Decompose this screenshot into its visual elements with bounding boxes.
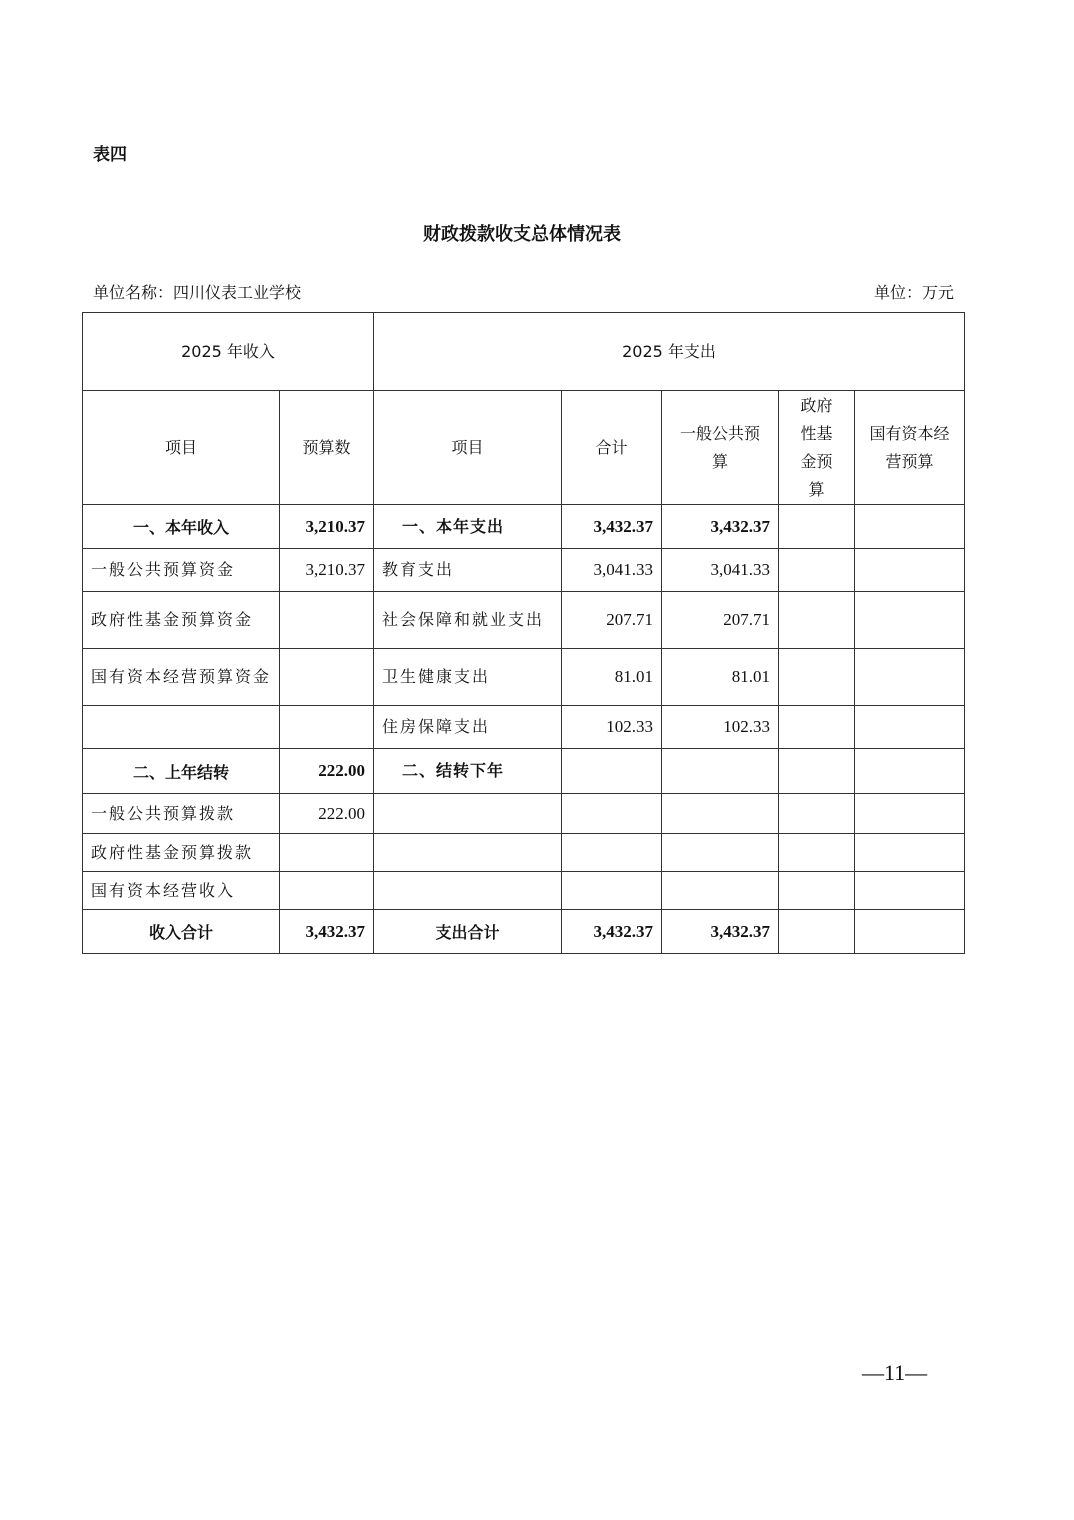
income-group-header: 2025 年收入: [83, 313, 374, 391]
table-label: 表四: [93, 145, 127, 165]
income-budget-header: 预算数: [280, 391, 374, 505]
expense-item-cell: [374, 794, 562, 834]
income-item-cell: [83, 706, 280, 749]
general-public-cell: 3,432.37: [662, 910, 779, 954]
table-row: [83, 649, 965, 706]
income-budget-cell: 222.00: [280, 794, 374, 834]
table-row: [83, 549, 965, 592]
expense-total-header: 合计: [562, 391, 662, 505]
expense-item-cell: 支出合计: [374, 910, 562, 954]
expense-total-cell: [562, 834, 662, 872]
expense-total-cell: 3,041.33: [562, 549, 662, 592]
expense-item-cell: 社会保障和就业支出: [374, 592, 562, 649]
state-capital-cell: [855, 872, 965, 910]
general-public-header: 一般公共预算: [662, 391, 779, 505]
table-row: [83, 910, 965, 954]
gov-fund-cell: [779, 505, 855, 549]
state-capital-cell: [855, 834, 965, 872]
expense-total-cell: [562, 794, 662, 834]
general-public-cell: [662, 834, 779, 872]
expense-total-cell: 3,432.37: [562, 505, 662, 549]
expense-total-cell: [562, 872, 662, 910]
table-row: [83, 505, 965, 549]
income-item-cell: 一般公共预算资金: [83, 549, 280, 592]
state-capital-cell: [855, 649, 965, 706]
expense-item-cell: 二、结转下年: [374, 749, 562, 794]
income-item-cell: 一般公共预算拨款: [83, 794, 280, 834]
table-row: [83, 592, 965, 649]
state-capital-header: 国有资本经营预算: [855, 391, 965, 505]
income-budget-cell: 3,432.37: [280, 910, 374, 954]
state-capital-cell: [855, 505, 965, 549]
income-budget-cell: [280, 834, 374, 872]
table-row: [83, 794, 965, 834]
table-row: [83, 834, 965, 872]
income-budget-cell: [280, 706, 374, 749]
expense-group-header: 2025 年支出: [374, 313, 965, 391]
gov-fund-cell: [779, 749, 855, 794]
general-public-cell: 3,041.33: [662, 549, 779, 592]
page-number: —11—: [862, 1360, 928, 1385]
gov-fund-cell: [779, 910, 855, 954]
gov-fund-cell: [779, 649, 855, 706]
expense-item-cell: [374, 834, 562, 872]
income-budget-cell: 3,210.37: [280, 549, 374, 592]
income-budget-cell: 3,210.37: [280, 505, 374, 549]
income-item-cell: 收入合计: [83, 910, 280, 954]
expense-total-cell: 207.71: [562, 592, 662, 649]
income-item-cell: 政府性基金预算拨款: [83, 834, 280, 872]
gov-fund-cell: [779, 834, 855, 872]
general-public-cell: 207.71: [662, 592, 779, 649]
general-public-cell: 81.01: [662, 649, 779, 706]
state-capital-cell: [855, 749, 965, 794]
expense-item-cell: 教育支出: [374, 549, 562, 592]
general-public-cell: [662, 872, 779, 910]
expense-total-cell: 3,432.37: [562, 910, 662, 954]
expense-item-header: 项目: [374, 391, 562, 505]
expense-item-cell: 住房保障支出: [374, 706, 562, 749]
expense-item-cell: [374, 872, 562, 910]
gov-fund-cell: [779, 549, 855, 592]
state-capital-cell: [855, 592, 965, 649]
income-item-header: 项目: [83, 391, 280, 505]
state-capital-cell: [855, 706, 965, 749]
income-item-cell: 一、本年收入: [83, 505, 280, 549]
table-row: [83, 706, 965, 749]
general-public-cell: 3,432.37: [662, 505, 779, 549]
gov-fund-cell: [779, 794, 855, 834]
document-title: 财政拨款收支总体情况表: [423, 224, 621, 245]
income-budget-cell: [280, 592, 374, 649]
expense-total-cell: [562, 749, 662, 794]
general-public-cell: 102.33: [662, 706, 779, 749]
state-capital-cell: [855, 794, 965, 834]
unit-name: 单位名称：四川仪表工业学校: [93, 283, 302, 302]
gov-fund-cell: [779, 706, 855, 749]
expense-total-cell: 102.33: [562, 706, 662, 749]
table-row: [83, 872, 965, 910]
state-capital-cell: [855, 549, 965, 592]
budget-table: [82, 312, 965, 954]
unit-label: 单位：万元: [873, 283, 954, 302]
income-budget-cell: [280, 649, 374, 706]
income-budget-cell: [280, 872, 374, 910]
state-capital-cell: [855, 910, 965, 954]
gov-fund-cell: [779, 592, 855, 649]
gov-fund-cell: [779, 872, 855, 910]
expense-item-cell: 卫生健康支出: [374, 649, 562, 706]
table-row: [83, 749, 965, 794]
income-item-cell: 政府性基金预算资金: [83, 592, 280, 649]
expense-item-cell: 一、本年支出: [374, 505, 562, 549]
income-item-cell: 国有资本经营预算资金: [83, 649, 280, 706]
income-budget-cell: 222.00: [280, 749, 374, 794]
gov-fund-header: 政府性基金预算: [779, 391, 855, 505]
income-item-cell: 二、上年结转: [83, 749, 280, 794]
general-public-cell: [662, 749, 779, 794]
general-public-cell: [662, 794, 779, 834]
expense-total-cell: 81.01: [562, 649, 662, 706]
income-item-cell: 国有资本经营收入: [83, 872, 280, 910]
